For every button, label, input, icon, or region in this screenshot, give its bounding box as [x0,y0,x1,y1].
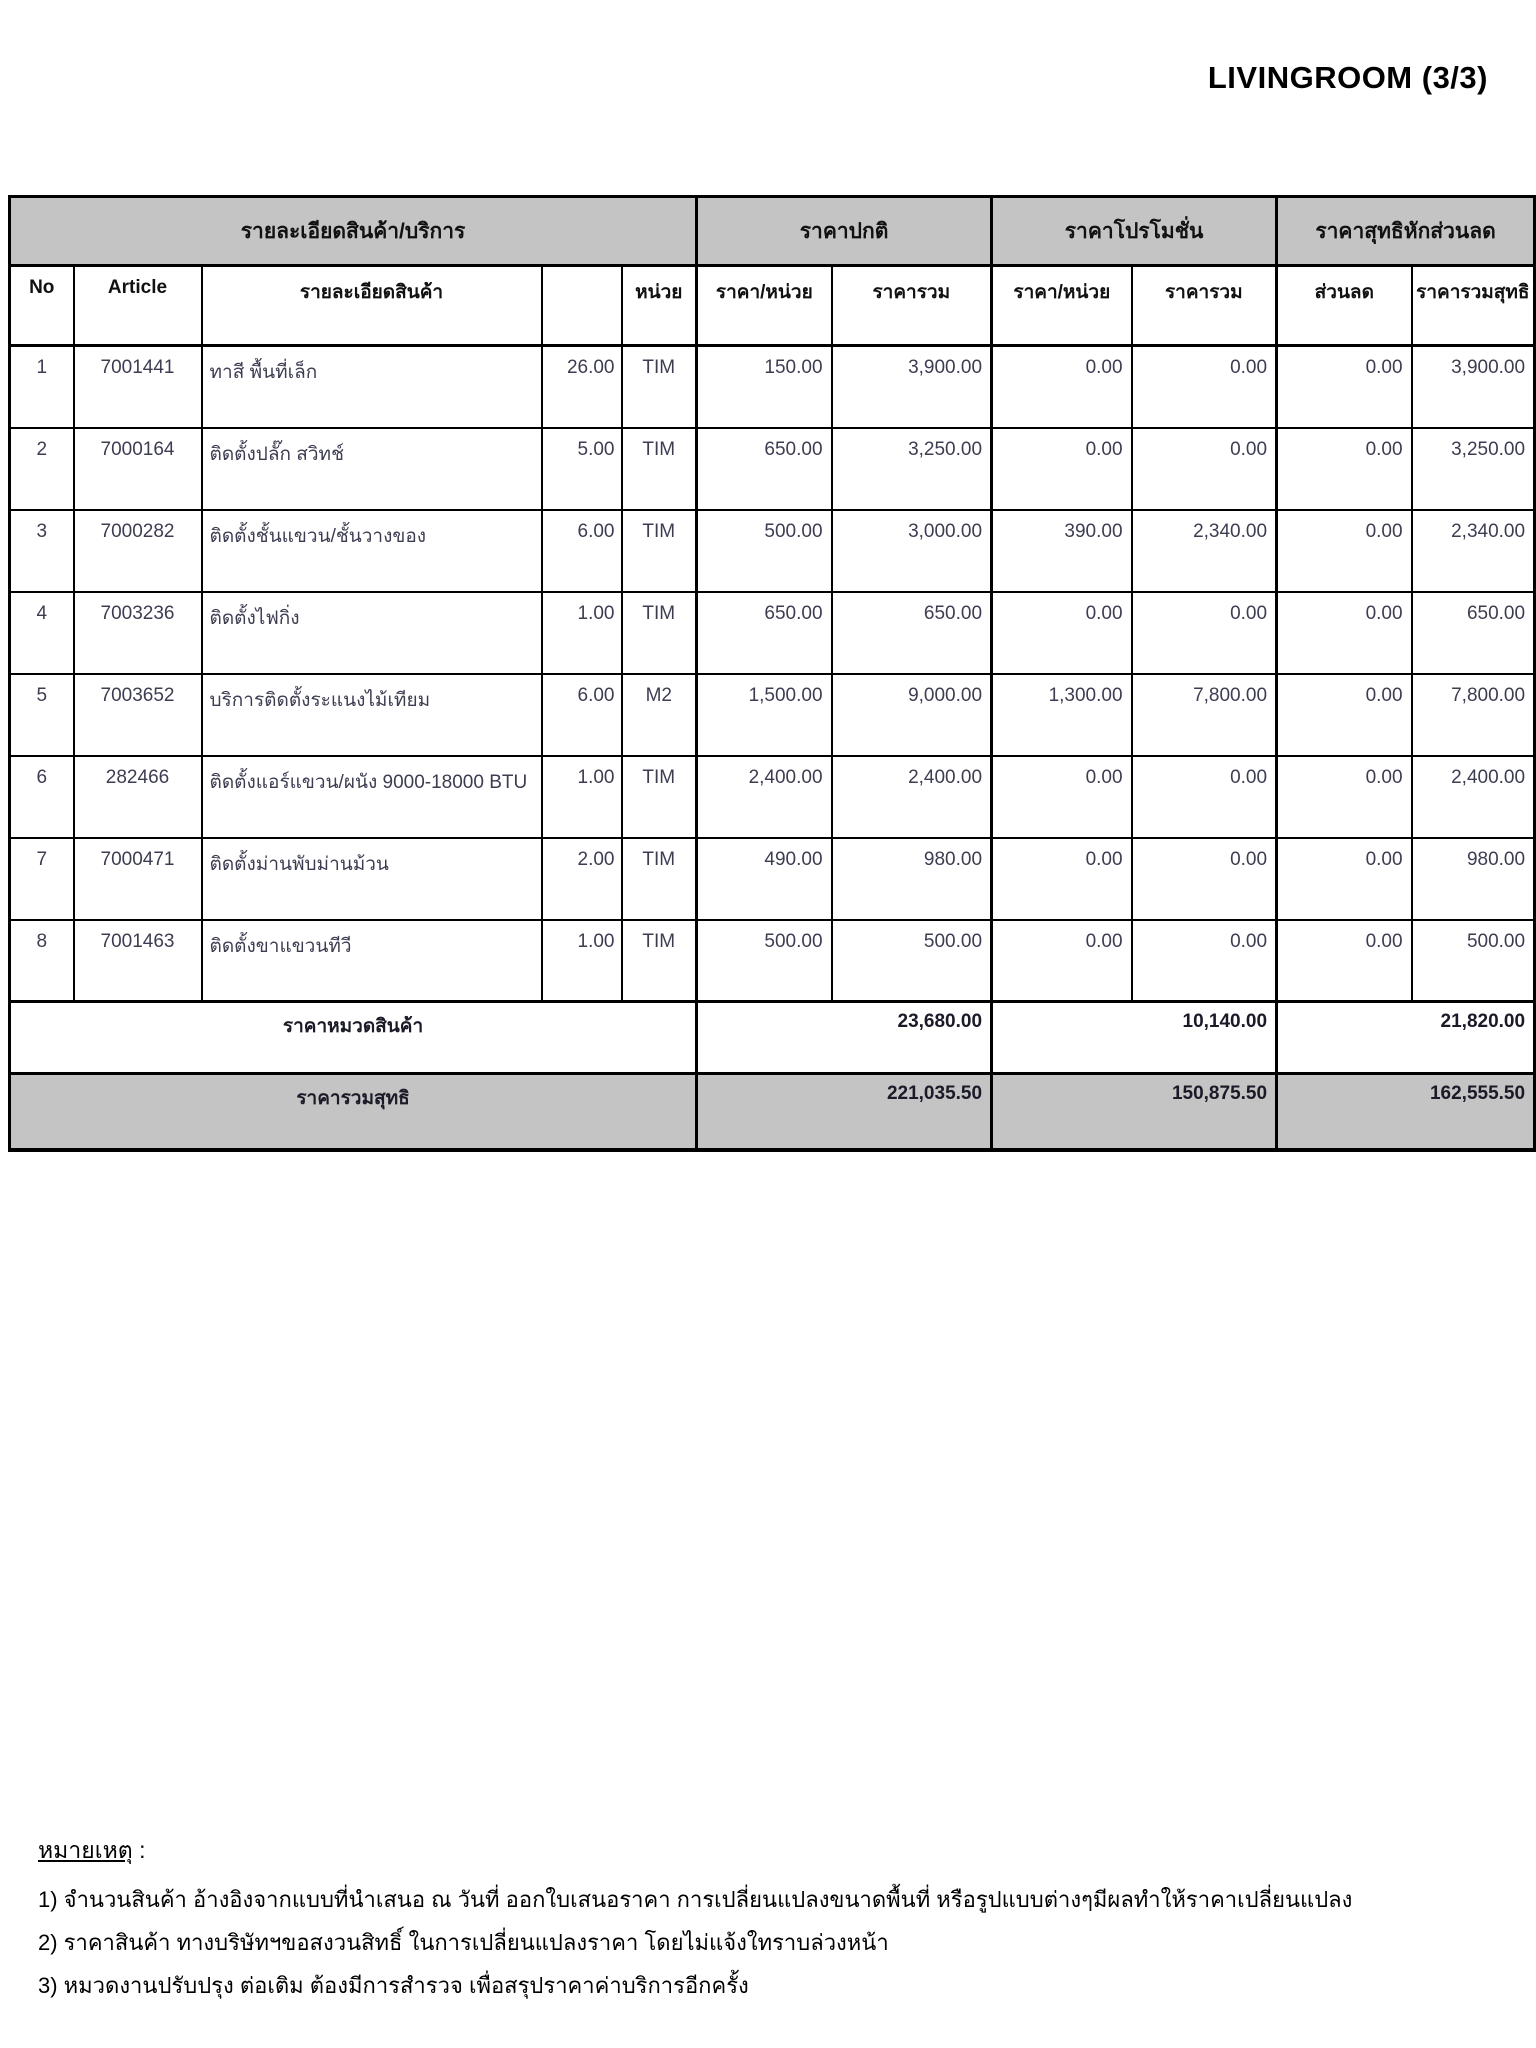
cell-discount: 0.00 [1277,346,1412,428]
quotation-table [8,195,1536,1152]
cell-article: 7003236 [74,592,202,674]
col-header-no: No [10,266,74,346]
cell-total: 2,400.00 [832,756,992,838]
group-header-normal-price: ราคาปกติ [697,197,992,266]
cell-no: 2 [10,428,74,510]
table-row [10,510,1535,592]
table-row [10,428,1535,510]
cell-promo-unit-price: 0.00 [992,756,1132,838]
table-row [10,592,1535,674]
cell-description: บริการติดตั้งระแนงไม้เทียม [202,674,542,756]
cell-description: ติดตั้งแอร์แขวน/ผนัง 9000-18000 BTU [202,756,542,838]
table-row [10,920,1535,1002]
cell-article: 7001463 [74,920,202,1002]
cell-promo-unit-price: 390.00 [992,510,1132,592]
cell-unit-price: 650.00 [697,592,832,674]
page-title: LIVINGROOM (3/3) [1207,60,1488,95]
notes-heading [38,1833,1352,1869]
cell-no: 5 [10,674,74,756]
cell-quantity: 5.00 [542,428,622,510]
cell-quantity: 1.00 [542,756,622,838]
cell-unit: TIM [622,756,697,838]
cell-article: 7000164 [74,428,202,510]
cell-net-total: 2,340.00 [1412,510,1535,592]
cell-quantity: 2.00 [542,838,622,920]
cell-promo-unit-price: 0.00 [992,920,1132,1002]
cell-unit-price: 490.00 [697,838,832,920]
cell-quantity: 6.00 [542,510,622,592]
cell-no: 1 [10,346,74,428]
table-row [10,838,1535,920]
cell-article: 7000471 [74,838,202,920]
cell-promo-total: 7,800.00 [1132,674,1277,756]
cell-description: ติดตั้งไฟกิ่ง [202,592,542,674]
cell-total: 9,000.00 [832,674,992,756]
cell-quantity: 26.00 [542,346,622,428]
footer-notes [38,1833,1352,2016]
cell-description: ติดตั้งชั้นแขวน/ชั้นวางของ [202,510,542,592]
cell-discount: 0.00 [1277,838,1412,920]
cell-net-total: 3,250.00 [1412,428,1535,510]
grand-total-row [10,1074,1535,1150]
col-header-promo-unit-price: ราคา/หน่วย [992,266,1132,346]
table-row [10,756,1535,838]
cell-total: 3,250.00 [832,428,992,510]
cell-quantity: 1.00 [542,592,622,674]
subtotal-net-price: 21,820.00 [1277,1002,1535,1074]
cell-unit: TIM [622,920,697,1002]
cell-discount: 0.00 [1277,510,1412,592]
group-header-promo-price: ราคาโปรโมชั่น [992,197,1277,266]
cell-promo-total: 0.00 [1132,756,1277,838]
cell-unit-price: 500.00 [697,510,832,592]
table-group-header-row [10,197,1535,266]
col-header-total: ราคารวม [832,266,992,346]
cell-total: 3,900.00 [832,346,992,428]
cell-net-total: 3,900.00 [1412,346,1535,428]
group-header-net-price: ราคาสุทธิหักส่วนลด [1277,197,1535,266]
cell-net-total: 7,800.00 [1412,674,1535,756]
cell-promo-unit-price: 0.00 [992,346,1132,428]
col-header-unit: หน่วย [622,266,697,346]
col-header-promo-total: ราคารวม [1132,266,1277,346]
col-header-article: Article [74,266,202,346]
cell-unit: TIM [622,428,697,510]
cell-promo-total: 0.00 [1132,838,1277,920]
cell-quantity: 1.00 [542,920,622,1002]
col-header-net-total: ราคารวมสุทธิ [1412,266,1535,346]
note-item: 1) จำนวนสินค้า อ้างอิงจากแบบที่นำเสนอ ณ วันที่ ออกใบเสนอราคา การเปลี่ยนแปลงขนาดพื้นที่ หรือรูปแบบต่างๆมีผลทำให้ราคาเปลี่ยนแปลง [38,1887,1353,1912]
col-header-unit-price: ราคา/หน่วย [697,266,832,346]
cell-promo-total: 0.00 [1132,592,1277,674]
cell-promo-unit-price: 1,300.00 [992,674,1132,756]
cell-net-total: 500.00 [1412,920,1535,1002]
cell-unit-price: 150.00 [697,346,832,428]
cell-promo-unit-price: 0.00 [992,428,1132,510]
cell-description: ติดตั้งม่านพับม่านม้วน [202,838,542,920]
cell-no: 8 [10,920,74,1002]
cell-article: 7001441 [74,346,202,428]
cell-description: ติดตั้งปลั๊ก สวิทช์ [202,428,542,510]
table-row [10,346,1535,428]
cell-discount: 0.00 [1277,428,1412,510]
grand-total-label: ราคารวมสุทธิ [10,1074,697,1150]
cell-promo-total: 2,340.00 [1132,510,1277,592]
cell-unit-price: 1,500.00 [697,674,832,756]
note-item: 3) หมวดงานปรับปรุง ต่อเติม ต้องมีการสำรวจ เพื่อสรุปราคาค่าบริการอีกครั้ง [38,1973,749,1998]
note-item: 2) ราคาสินค้า ทางบริษัทฯขอสงวนสิทธิ์ ในการเปลี่ยนแปลงราคา โดยไม่แจ้งใทราบล่วงหน้า [38,1930,889,1955]
cell-article: 7003652 [74,674,202,756]
grand-total-promo-price: 150,875.50 [992,1074,1277,1150]
cell-net-total: 980.00 [1412,838,1535,920]
cell-discount: 0.00 [1277,756,1412,838]
grand-total-normal-price: 221,035.50 [697,1074,992,1150]
cell-unit-price: 2,400.00 [697,756,832,838]
cell-unit: TIM [622,838,697,920]
col-header-discount: ส่วนลด [1277,266,1412,346]
col-header-description: รายละเอียดสินค้า [202,266,542,346]
cell-no: 3 [10,510,74,592]
cell-total: 980.00 [832,838,992,920]
notes-heading-colon: : [132,1837,146,1863]
cell-unit: TIM [622,346,697,428]
cell-promo-unit-price: 0.00 [992,592,1132,674]
cell-promo-unit-price: 0.00 [992,838,1132,920]
cell-promo-total: 0.00 [1132,920,1277,1002]
cell-total: 500.00 [832,920,992,1002]
col-header-quantity [542,266,622,346]
cell-no: 7 [10,838,74,920]
cell-quantity: 6.00 [542,674,622,756]
cell-article: 282466 [74,756,202,838]
group-header-product-details: รายละเอียดสินค้า/บริการ [10,197,697,266]
cell-discount: 0.00 [1277,674,1412,756]
cell-no: 4 [10,592,74,674]
cell-discount: 0.00 [1277,592,1412,674]
grand-total-net-price: 162,555.50 [1277,1074,1535,1150]
cell-unit: M2 [622,674,697,756]
cell-net-total: 2,400.00 [1412,756,1535,838]
cell-description: ติดตั้งขาแขวนทีวี [202,920,542,1002]
cell-promo-total: 0.00 [1132,428,1277,510]
subtotal-row [10,1002,1535,1074]
cell-unit-price: 500.00 [697,920,832,1002]
cell-total: 650.00 [832,592,992,674]
cell-no: 6 [10,756,74,838]
cell-total: 3,000.00 [832,510,992,592]
cell-article: 7000282 [74,510,202,592]
cell-unit: TIM [622,510,697,592]
table-column-header-row [10,266,1535,346]
cell-discount: 0.00 [1277,920,1412,1002]
subtotal-promo-price: 10,140.00 [992,1002,1277,1074]
subtotal-label: ราคาหมวดสินค้า [10,1002,697,1074]
cell-net-total: 650.00 [1412,592,1535,674]
notes-heading-label: หมายเหตุ [38,1837,133,1863]
cell-unit-price: 650.00 [697,428,832,510]
cell-description: ทาสี พื้นที่เล็ก [202,346,542,428]
cell-unit: TIM [622,592,697,674]
table-row [10,674,1535,756]
cell-promo-total: 0.00 [1132,346,1277,428]
subtotal-normal-price: 23,680.00 [697,1002,992,1074]
